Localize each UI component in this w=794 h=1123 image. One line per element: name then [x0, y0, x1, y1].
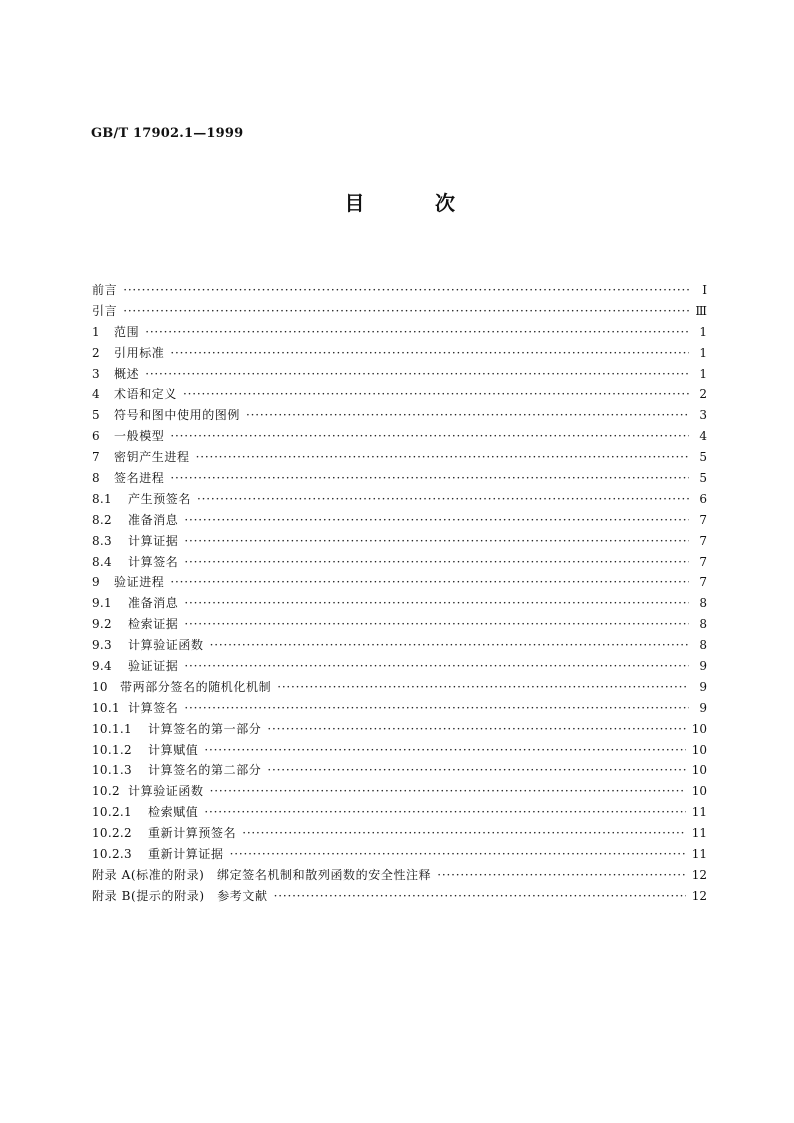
- toc-entry-number: 2: [92, 345, 100, 360]
- toc-entry-label: 引用标准: [114, 345, 165, 360]
- toc-entry-label: 术语和定义: [114, 387, 178, 402]
- toc-entry-label: 计算签名: [128, 554, 179, 569]
- toc-entry[interactable]: [92, 614, 707, 635]
- dot-leader: [267, 760, 685, 781]
- dot-leader: [204, 802, 685, 823]
- toc-entry[interactable]: [92, 823, 707, 844]
- dot-leader: [184, 656, 689, 677]
- dot-leader: [170, 468, 689, 489]
- toc-entry[interactable]: [92, 781, 707, 802]
- toc-entry-label: 计算签名的第二部分: [148, 763, 262, 778]
- dot-leader: [210, 635, 689, 656]
- toc-entry-page: 10: [691, 742, 707, 757]
- toc-entry[interactable]: [92, 677, 707, 698]
- toc-entry-number: 7: [92, 450, 100, 465]
- toc-entry-number: 6: [92, 429, 100, 444]
- toc-entry-label: 计算签名的第一部分: [148, 721, 262, 736]
- toc-entry[interactable]: [92, 280, 707, 301]
- toc-entry-number: 8.4: [92, 554, 112, 569]
- toc-entry-label: 准备消息: [128, 512, 179, 527]
- table-of-contents: [92, 280, 707, 907]
- dot-leader: [184, 510, 689, 531]
- toc-entry-number: 10.2.2: [92, 826, 132, 841]
- toc-entry-page: 5: [699, 450, 707, 465]
- toc-entry-number: 9.2: [92, 617, 112, 632]
- toc-entry[interactable]: [92, 802, 707, 823]
- toc-entry-page: 11: [691, 805, 707, 820]
- dot-leader: [145, 364, 689, 385]
- dot-leader: [230, 844, 686, 865]
- toc-entry-page: 1: [699, 345, 707, 360]
- standard-code: GB/T 17902.1—1999: [91, 126, 244, 141]
- toc-entry-page: 9: [699, 679, 707, 694]
- toc-entry-number: 10.1.2: [92, 742, 132, 757]
- toc-entry[interactable]: [92, 656, 707, 677]
- toc-entry-number: 8: [92, 471, 100, 486]
- toc-entry-page: 7: [699, 554, 707, 569]
- toc-entry[interactable]: [92, 593, 707, 614]
- toc-entry-number: 9.3: [92, 638, 112, 653]
- dot-leader: [184, 531, 689, 552]
- toc-entry-label: 密钥产生进程: [114, 450, 190, 465]
- toc-entry[interactable]: [92, 531, 707, 552]
- dot-leader: [196, 447, 689, 468]
- toc-entry-label: 计算验证函数: [128, 784, 204, 799]
- toc-entry-number: 10: [92, 679, 108, 694]
- toc-entry[interactable]: [92, 760, 707, 781]
- dot-leader: [170, 572, 689, 593]
- toc-entry-page: 2: [699, 387, 707, 402]
- toc-entry[interactable]: [92, 364, 707, 385]
- toc-entry-page: Ⅲ: [695, 303, 707, 318]
- toc-entry-label: 附录 B(提示的附录) 参考文献: [92, 888, 268, 903]
- toc-entry-page: 4: [699, 429, 707, 444]
- dot-leader: [183, 384, 689, 405]
- dot-leader: [170, 343, 689, 364]
- dot-leader: [123, 280, 689, 301]
- toc-entry[interactable]: [92, 886, 707, 907]
- toc-entry[interactable]: [92, 865, 707, 886]
- toc-entry-label: 产生预签名: [128, 491, 192, 506]
- toc-entry-page: 11: [691, 826, 707, 841]
- toc-entry-number: 5: [92, 408, 100, 423]
- toc-entry-label: 带两部分签名的随机化机制: [120, 679, 272, 694]
- toc-entry[interactable]: [92, 468, 707, 489]
- toc-entry[interactable]: [92, 322, 707, 343]
- toc-entry-label: 前言: [92, 283, 118, 297]
- toc-entry-page: 10: [691, 784, 707, 799]
- toc-entry-number: 9.1: [92, 596, 112, 611]
- toc-entry[interactable]: [92, 343, 707, 364]
- toc-entry-label: 验证证据: [128, 659, 179, 674]
- dot-leader: [267, 719, 685, 740]
- toc-entry-label: 检索证据: [128, 617, 179, 632]
- toc-entry-page: 11: [691, 847, 707, 862]
- toc-entry-number: 10.2.1: [92, 805, 132, 820]
- toc-entry[interactable]: [92, 844, 707, 865]
- dot-leader: [204, 740, 685, 761]
- toc-entry[interactable]: [92, 489, 707, 510]
- dot-leader: [242, 823, 686, 844]
- title-char-right: 次: [435, 191, 456, 215]
- toc-entry[interactable]: [92, 552, 707, 573]
- toc-entry-label: 计算证据: [128, 533, 179, 548]
- toc-entry-page: 9: [699, 659, 707, 674]
- toc-entry-page: 9: [699, 700, 707, 715]
- dot-leader: [145, 322, 689, 343]
- dot-leader: [210, 781, 686, 802]
- toc-entry[interactable]: [92, 510, 707, 531]
- toc-entry-page: 10: [691, 763, 707, 778]
- toc-entry[interactable]: [92, 719, 707, 740]
- dot-leader: [277, 677, 689, 698]
- toc-entry-number: 10.2: [92, 784, 120, 799]
- toc-entry-label: 符号和图中使用的图例: [114, 408, 241, 423]
- toc-entry-page: 8: [699, 617, 707, 632]
- toc-entry-page: 12: [691, 888, 707, 903]
- toc-entry-label: 验证进程: [114, 575, 165, 590]
- toc-entry-label: 准备消息: [128, 596, 179, 611]
- dot-leader: [184, 698, 689, 719]
- dot-leader: [170, 426, 689, 447]
- toc-entry[interactable]: [92, 740, 707, 761]
- toc-entry-number: 10.1: [92, 700, 120, 715]
- toc-entry-page: 7: [699, 533, 707, 548]
- toc-entry[interactable]: [92, 447, 707, 468]
- title-char-left: 目: [344, 191, 365, 215]
- toc-entry[interactable]: [92, 572, 707, 593]
- dot-leader: [184, 593, 689, 614]
- toc-entry[interactable]: [92, 426, 707, 447]
- toc-entry-number: 8.3: [92, 533, 112, 548]
- toc-entry-label: 计算签名: [128, 700, 179, 715]
- toc-entry-label: 概述: [114, 366, 140, 381]
- dot-leader: [184, 552, 689, 573]
- toc-entry-page: 10: [691, 721, 707, 736]
- dot-leader: [197, 489, 689, 510]
- toc-entry-label: 附录 A(标准的附录) 绑定签名机制和散列函数的安全性注释: [92, 867, 432, 882]
- toc-entry-page: 1: [699, 366, 707, 381]
- toc-entry-label: 重新计算预签名: [148, 826, 237, 841]
- toc-entry-number: 9.4: [92, 659, 112, 674]
- toc-entry-page: 7: [699, 512, 707, 527]
- dot-leader: [184, 614, 689, 635]
- toc-entry-page: 1: [699, 324, 707, 339]
- toc-entry-label: 检索赋值: [148, 805, 199, 820]
- toc-entry-label: 计算赋值: [148, 742, 199, 757]
- page-title: [300, 187, 500, 216]
- toc-entry-number: 10.1.3: [92, 763, 132, 778]
- toc-entry-page: 3: [699, 408, 707, 423]
- toc-entry-label: 引言: [92, 303, 118, 318]
- toc-entry-label: 一般模型: [114, 429, 165, 444]
- dot-leader: [437, 865, 685, 886]
- toc-entry-page: 12: [691, 867, 707, 882]
- toc-entry-label: 范围: [114, 324, 140, 339]
- toc-entry[interactable]: [92, 301, 707, 322]
- toc-entry-label: 重新计算证据: [148, 847, 224, 862]
- toc-entry-number: 10.1.1: [92, 721, 132, 736]
- toc-entry-number: 10.2.3: [92, 847, 132, 862]
- toc-entry-page: 8: [699, 596, 707, 611]
- toc-entry-number: 3: [92, 366, 100, 381]
- dot-leader: [274, 886, 686, 907]
- toc-entry-number: 9: [92, 575, 100, 590]
- toc-entry-label: 签名进程: [114, 471, 165, 486]
- toc-entry-page: 5: [699, 471, 707, 486]
- toc-entry-page: 6: [699, 491, 707, 506]
- toc-entry-page: 8: [699, 638, 707, 653]
- toc-entry-number: 1: [92, 324, 100, 339]
- toc-entry-number: 4: [92, 387, 100, 402]
- toc-entry-page: 7: [699, 575, 707, 590]
- dot-leader: [123, 301, 689, 322]
- toc-entry[interactable]: [92, 698, 707, 719]
- toc-entry-number: 8.1: [92, 491, 112, 506]
- toc-entry[interactable]: [92, 405, 707, 426]
- toc-entry[interactable]: [92, 384, 707, 405]
- dot-leader: [246, 405, 689, 426]
- toc-entry[interactable]: [92, 635, 707, 656]
- toc-entry-number: 8.2: [92, 512, 112, 527]
- toc-entry-page: Ⅰ: [702, 283, 707, 297]
- toc-entry-label: 计算验证函数: [128, 638, 204, 653]
